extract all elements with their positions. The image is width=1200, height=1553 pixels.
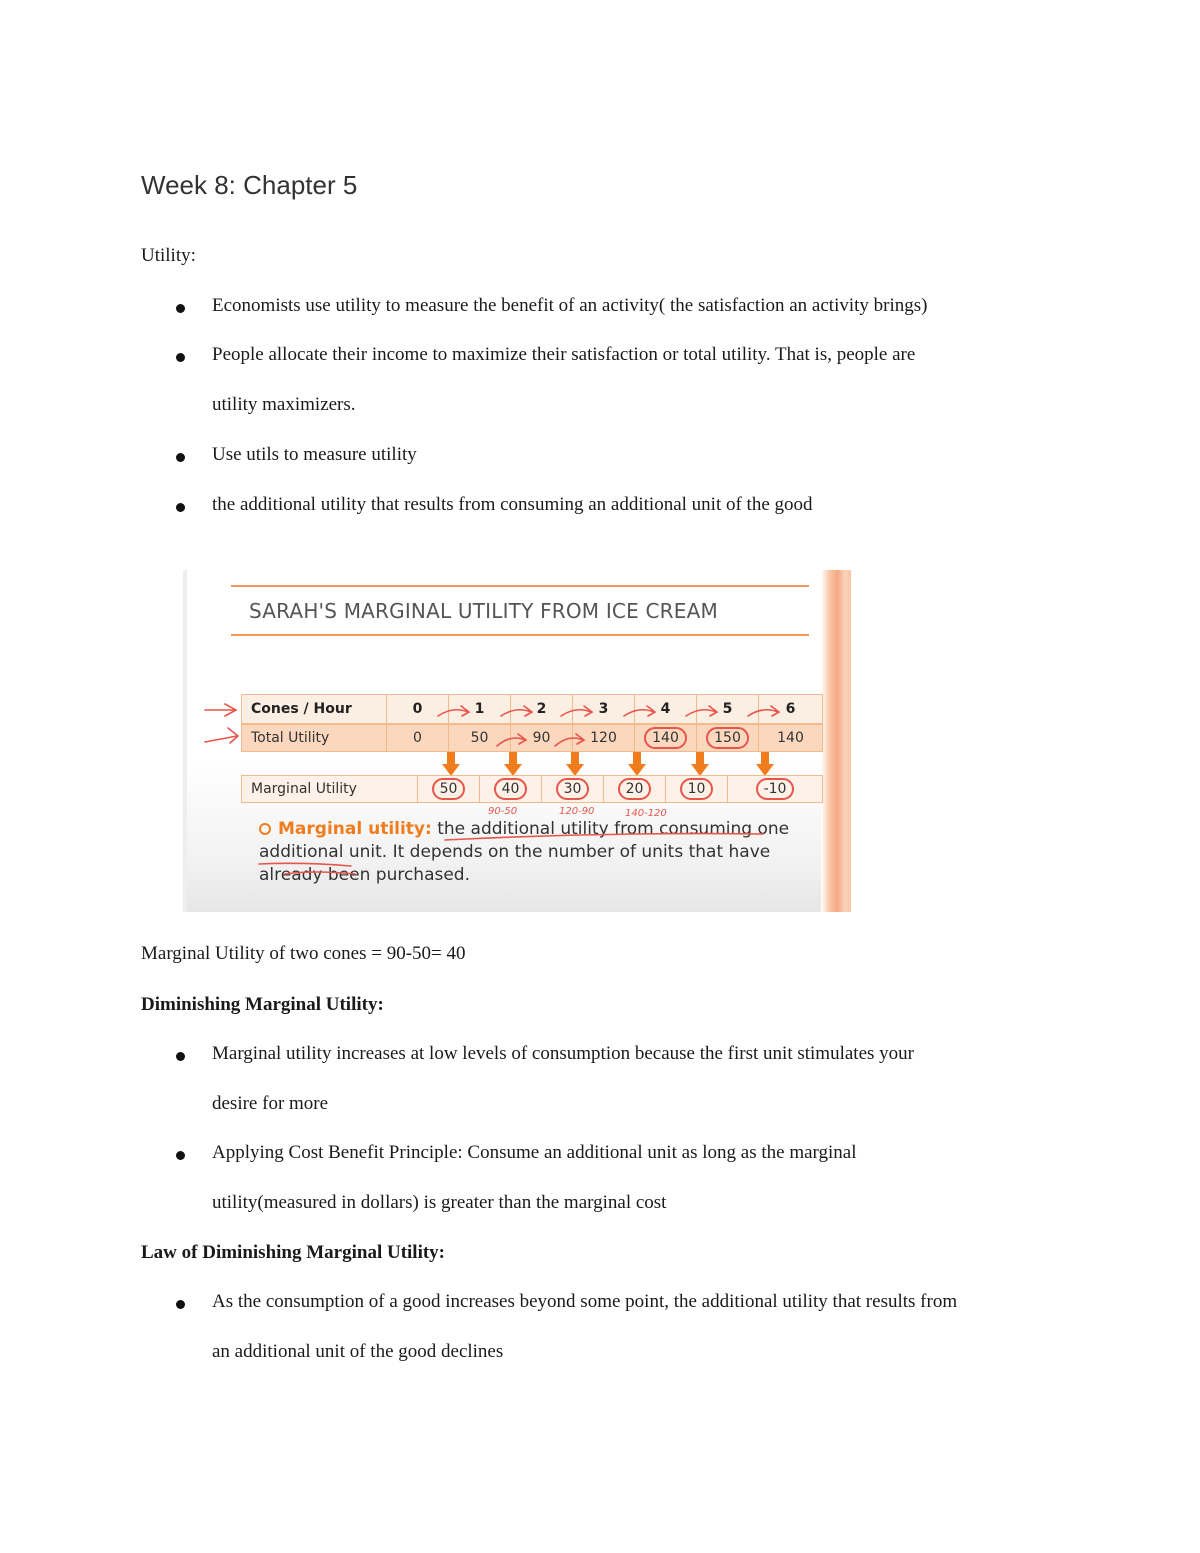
marginal-utility-example: Marginal Utility of two cones = 90-50= 40	[141, 943, 466, 964]
cones-cell: 4	[635, 694, 697, 724]
utility-bullet-2: People allocate their income to maximize their satisfaction or total utility. That is, people are	[212, 344, 916, 365]
cones-cell: 5	[697, 694, 759, 724]
handwritten-note: 90-50	[488, 806, 518, 817]
utility-bullet-2-continued: utility maximizers.	[212, 394, 356, 415]
handwritten-annotations	[183, 570, 851, 912]
dmu-bullet-1-continued: desire for more	[212, 1093, 329, 1114]
law-heading: Law of Diminishing Marginal Utility:	[141, 1242, 446, 1263]
cones-cell: 2	[511, 694, 573, 724]
bullet-dot	[176, 353, 185, 362]
dmu-bullet-2-continued: utility(measured in dollars) is greater than the marginal cost	[212, 1192, 667, 1213]
bullet-dot	[176, 304, 185, 313]
diminishing-marginal-utility-heading: Diminishing Marginal Utility:	[141, 994, 384, 1015]
dmu-bullet-1: Marginal utility increases at low levels of consumption because the first unit stimulates your	[212, 1043, 914, 1064]
total-utility-cell: 90	[511, 724, 573, 752]
definition-line-3: already been purchased.	[259, 865, 471, 885]
bullet-dot	[176, 1151, 185, 1160]
dmu-bullet-2: Applying Cost Benefit Principle: Consume an additional unit as long as the marginal	[212, 1142, 857, 1163]
cones-cell: 1	[449, 694, 511, 724]
utility-bullet-4: the additional utility that results from consuming an additional unit of the good	[212, 494, 813, 515]
circled-value: 50	[432, 778, 466, 800]
circled-value: 20	[618, 778, 652, 800]
page-title: Week 8: Chapter 5	[141, 170, 358, 200]
handwritten-note: 120-90	[559, 806, 595, 817]
definition-line-2: additional unit. It depends on the number of units that have	[259, 842, 771, 862]
marginal-utility-slide-image	[183, 570, 851, 912]
circled-value: 140	[644, 727, 687, 749]
bullet-dot	[176, 503, 185, 512]
total-utility-cell: 140	[759, 724, 823, 752]
cones-cell: 0	[387, 694, 449, 724]
cones-label: Cones / Hour	[241, 694, 387, 724]
bullet-dot	[176, 453, 185, 462]
circled-value: 10	[680, 778, 714, 800]
handwritten-note: 140-120	[625, 808, 667, 819]
law-bullet-1: As the consumption of a good increases beyond some point, the additional utility that results from	[212, 1291, 958, 1312]
utility-bullet-1: Economists use utility to measure the benefit of an activity( the satisfaction an activity brings)	[212, 295, 928, 316]
bullet-dot	[176, 1052, 185, 1061]
slide-title: SARAH'S MARGINAL UTILITY FROM ICE CREAM	[249, 599, 718, 623]
total-utility-cell: 0	[387, 724, 449, 752]
circled-value: 40	[494, 778, 528, 800]
definition-line-1: the additional utility from consuming one	[437, 819, 790, 839]
total-utility-label: Total Utility	[241, 724, 387, 752]
cones-cell: 3	[573, 694, 635, 724]
circled-value: 150	[706, 727, 749, 749]
utility-bullet-3: Use utils to measure utility	[212, 444, 417, 465]
circled-value: -10	[756, 778, 795, 800]
utility-heading: Utility:	[141, 245, 196, 266]
definition-term: Marginal utility:	[278, 819, 432, 839]
cones-cell: 6	[759, 694, 823, 724]
circled-value: 30	[556, 778, 590, 800]
total-utility-cell: 120	[573, 724, 635, 752]
marginal-utility-label: Marginal Utility	[241, 775, 418, 803]
law-bullet-1-continued: an additional unit of the good declines	[212, 1341, 504, 1362]
bullet-dot	[176, 1300, 185, 1309]
total-utility-cell: 50	[449, 724, 511, 752]
